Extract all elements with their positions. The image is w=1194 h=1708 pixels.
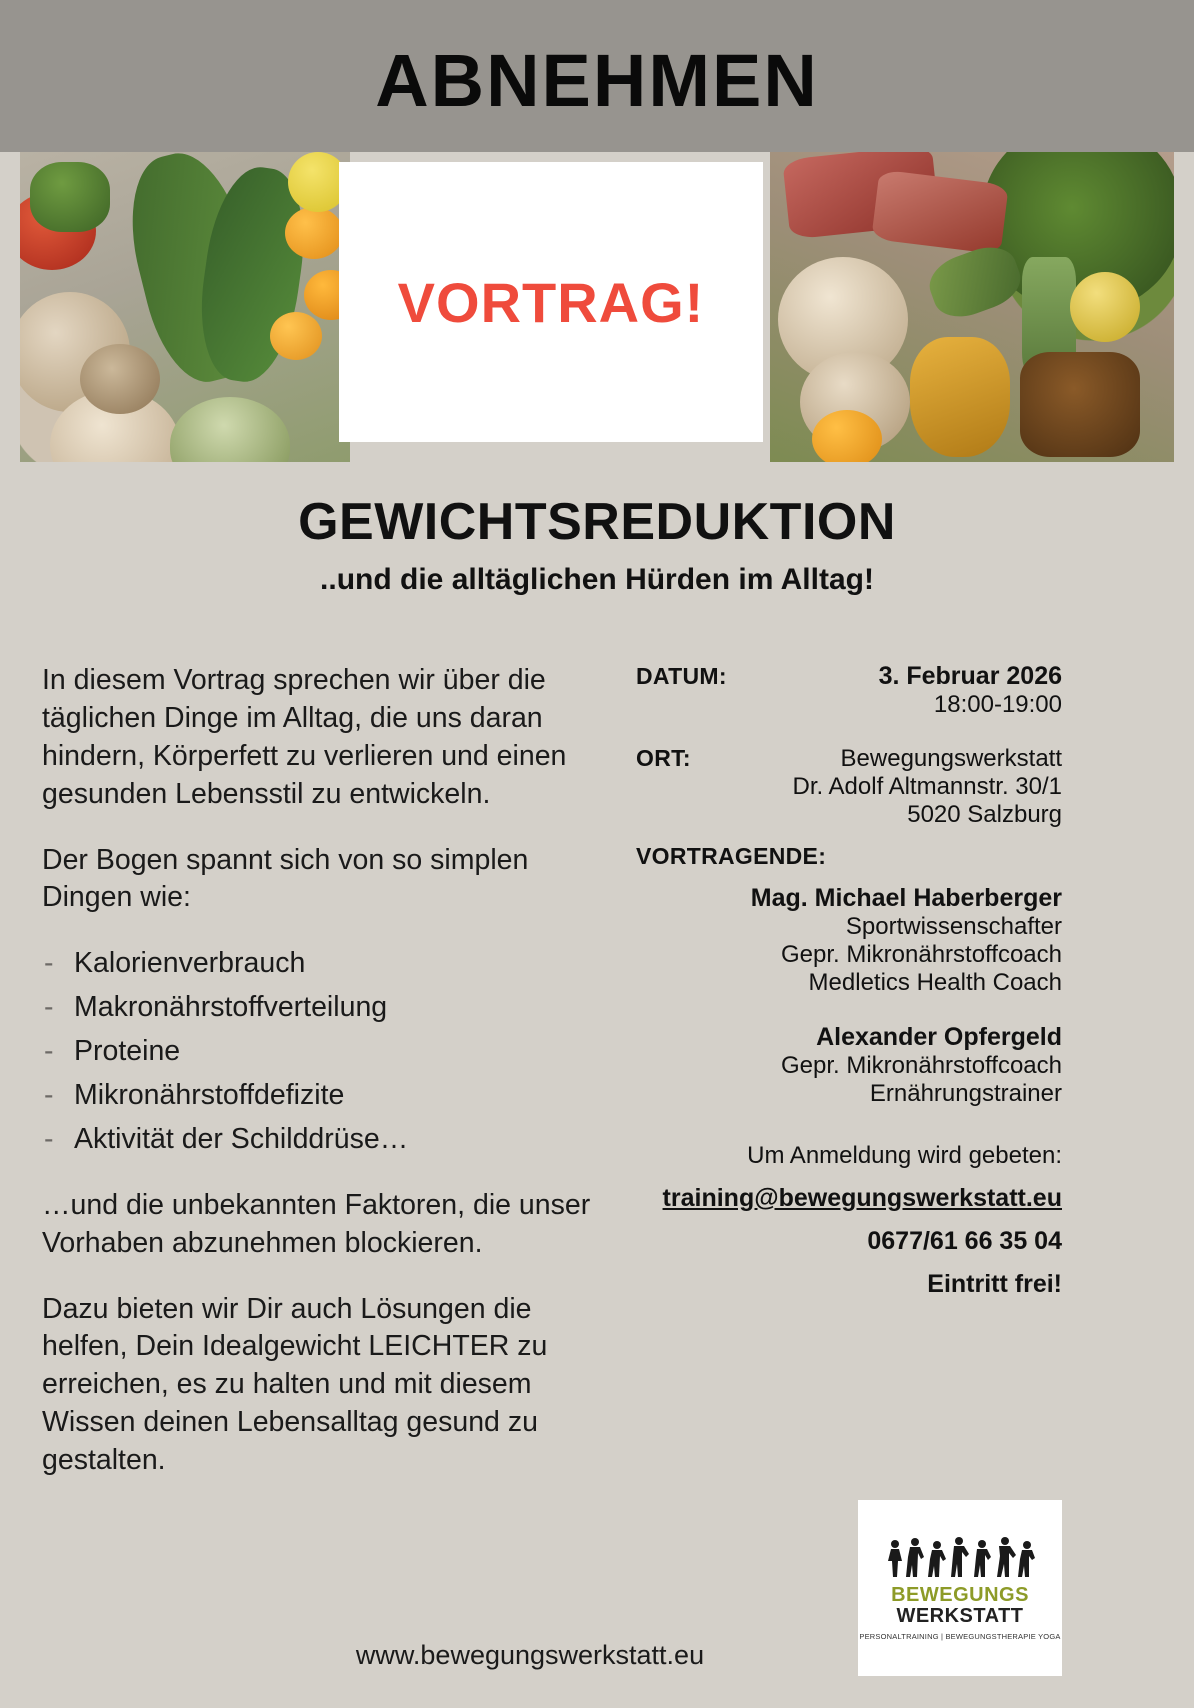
logo-word-primary: BEWEGUNGS xyxy=(891,1584,1029,1606)
phone-number[interactable]: 0677/61 66 35 04 xyxy=(867,1227,1062,1255)
vegetable-photo-right xyxy=(770,152,1174,462)
registration-email-link[interactable]: training@bewegungswerkstatt.eu xyxy=(662,1184,1062,1212)
dash-bullet-icon: - xyxy=(44,991,54,1024)
speakers-label: VORTRAGENDE: xyxy=(636,843,827,869)
people-pictogram-icon xyxy=(885,1535,1035,1581)
date-label: DATUM: xyxy=(636,663,727,689)
list-item xyxy=(42,1033,622,1071)
speaker-role: Ernährungstrainer xyxy=(869,1080,1062,1107)
date-row xyxy=(636,662,1062,691)
description-paragraph-2: Der Bogen spannt sich von so simplen Dingen wie: xyxy=(42,843,529,914)
main-heading: GEWICHTSREDUKTION xyxy=(298,493,896,551)
list-item-label: Makronährstoffverteilung xyxy=(74,991,388,1024)
logo-tagline: PERSONALTRAINING | BEWEGUNGSTHERAPIE YOGA xyxy=(859,1632,1061,1641)
speaker-role: Medletics Health Coach xyxy=(808,969,1062,996)
speaker-role: Sportwissenschafter xyxy=(845,913,1062,940)
dash-bullet-icon: - xyxy=(44,947,54,980)
speaker-role: Gepr. Mikronährstoffcoach xyxy=(780,941,1062,968)
location-city: 5020 Salzburg xyxy=(907,801,1062,828)
location-row xyxy=(636,745,1062,773)
speaker-name: Alexander Opfergeld xyxy=(816,1023,1062,1051)
dash-bullet-icon: - xyxy=(44,1079,54,1112)
list-item xyxy=(42,1077,622,1115)
vortrag-label: VORTRAG! xyxy=(397,270,705,334)
list-item-label: Proteine xyxy=(74,1035,181,1068)
location-street: Dr. Adolf Altmannstr. 30/1 xyxy=(792,773,1062,800)
page-title: ABNEHMEN xyxy=(375,39,819,122)
topic-list xyxy=(42,945,622,1158)
vortrag-badge-card xyxy=(339,162,763,442)
dash-bullet-icon: - xyxy=(44,1122,54,1155)
speaker-block-1 xyxy=(636,884,1062,997)
sub-heading: ..und die alltäglichen Hürden im Alltag! xyxy=(320,563,874,596)
list-item xyxy=(42,945,622,983)
speaker-block-2 xyxy=(636,1023,1062,1108)
dash-bullet-icon: - xyxy=(44,1035,54,1068)
list-item-label: Aktivität der Schilddrüse… xyxy=(74,1122,409,1155)
vegetable-photo-left xyxy=(20,152,350,462)
description-column xyxy=(42,662,622,1508)
location-label: ORT: xyxy=(636,745,691,771)
list-item-label: Mikronährstoffdefizite xyxy=(74,1079,345,1112)
time-value: 18:00-19:00 xyxy=(933,691,1062,718)
logo-word-secondary: WERKSTATT xyxy=(896,1605,1024,1627)
entry-fee-note: Eintritt frei! xyxy=(927,1270,1062,1298)
location-name: Bewegungswerkstatt xyxy=(840,745,1062,772)
description-paragraph-1: In diesem Vortrag sprechen wir über die täglichen Dinge im Alltag, die uns daran hindern, Körperfett zu verlieren und einen gesunden Lebensstil zu entwickeln. xyxy=(42,664,567,810)
list-item xyxy=(42,1121,622,1159)
list-item xyxy=(42,989,622,1027)
description-paragraph-4: Dazu bieten wir Dir auch Lösungen die helfen, Dein Idealgewicht LEICHTER zu erreichen, es zu halten und mit diesem Wissen deinen Lebensalltag gesund zu gestalten. xyxy=(42,1292,548,1477)
date-value: 3. Februar 2026 xyxy=(878,662,1062,690)
list-item-label: Kalorienverbrauch xyxy=(74,947,306,980)
footer-website[interactable]: www.bewegungswerkstatt.eu xyxy=(355,1640,705,1670)
registration-note: Um Anmeldung wird gebeten: xyxy=(747,1142,1062,1169)
event-details-column xyxy=(636,662,1062,1299)
description-paragraph-3: …und die unbekannten Faktoren, die unser Vorhaben abzunehmen blockieren. xyxy=(42,1188,591,1259)
speaker-role: Gepr. Mikronährstoffcoach xyxy=(780,1052,1062,1079)
speaker-name: Mag. Michael Haberberger xyxy=(750,884,1062,912)
